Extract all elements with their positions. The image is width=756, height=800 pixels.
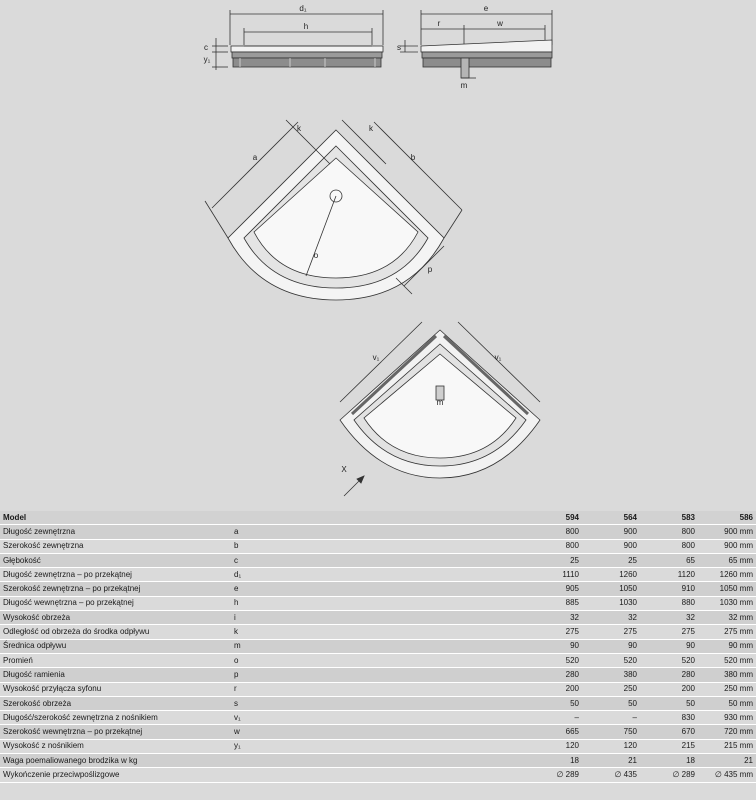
value-583: 1120 (640, 568, 698, 582)
value-586: 1050 mm (698, 582, 756, 596)
row-label: Szerokość wewnętrzna – po przekątnej (0, 725, 232, 739)
value-564: 250 (582, 682, 640, 696)
value-564: 750 (582, 725, 640, 739)
row-label: Promień (0, 653, 232, 667)
value-583: ∅ 289 (640, 768, 698, 782)
value-564: 380 (582, 668, 640, 682)
table-row (0, 725, 756, 739)
label-d1: d₁ (299, 4, 307, 13)
label-r: r (437, 19, 441, 28)
row-label: Wysokość obrzeża (0, 611, 232, 625)
value-586: 50 mm (698, 696, 756, 710)
value-594: 90 (310, 639, 582, 653)
label-o: o (313, 251, 319, 260)
value-586: 215 mm (698, 739, 756, 753)
label-e: e (483, 4, 489, 13)
value-594: 50 (310, 696, 582, 710)
value-583: 520 (640, 653, 698, 667)
value-594: 280 (310, 668, 582, 682)
value-594: – (310, 711, 582, 725)
label-m-bottom: m (436, 398, 444, 407)
value-564: 1050 (582, 582, 640, 596)
value-583: 90 (640, 639, 698, 653)
value-564: 1260 (582, 568, 640, 582)
value-586: 90 mm (698, 639, 756, 653)
row-symbol (232, 754, 310, 768)
value-586: 930 mm (698, 711, 756, 725)
row-label: Średnica odpływu (0, 639, 232, 653)
table-row (0, 711, 756, 725)
table-row (0, 568, 756, 582)
value-594: 885 (310, 596, 582, 610)
label-y1: y₁ (203, 55, 211, 64)
value-594: 520 (310, 653, 582, 667)
row-label: Długość ramienia (0, 668, 232, 682)
value-586: 900 mm (698, 539, 756, 553)
label-c: c (204, 43, 208, 52)
row-symbol: i (232, 611, 310, 625)
table-row (0, 539, 756, 553)
row-symbol: m (232, 639, 310, 653)
label-h: h (303, 22, 309, 31)
header-model-583: 583 (640, 511, 698, 525)
value-583: 830 (640, 711, 698, 725)
value-564: – (582, 711, 640, 725)
row-label: Szerokość zewnętrzna – po przekątnej (0, 582, 232, 596)
section-view-drawing (400, 10, 552, 78)
value-594: 905 (310, 582, 582, 596)
value-586: 520 mm (698, 653, 756, 667)
row-symbol: h (232, 596, 310, 610)
table-row (0, 553, 756, 567)
label-v1-left: v₁ (372, 353, 380, 362)
header-model-label: Model (0, 511, 232, 525)
row-label: Długość zewnętrzna – po przekątnej (0, 568, 232, 582)
value-594: 800 (310, 525, 582, 539)
value-583: 18 (640, 754, 698, 768)
side-view-drawing (212, 10, 383, 70)
table-row (0, 739, 756, 753)
row-symbol: k (232, 625, 310, 639)
row-symbol: c (232, 553, 310, 567)
value-583: 800 (640, 539, 698, 553)
row-symbol: v₁ (232, 711, 310, 725)
value-594: 120 (310, 739, 582, 753)
value-564: 90 (582, 639, 640, 653)
row-label: Szerokość obrzeża (0, 696, 232, 710)
label-b: b (410, 153, 416, 162)
value-564: 900 (582, 539, 640, 553)
value-564: 25 (582, 553, 640, 567)
value-594: 275 (310, 625, 582, 639)
value-564: ∅ 435 (582, 768, 640, 782)
label-w: w (497, 19, 503, 28)
header-model-564: 564 (582, 511, 640, 525)
label-a: a (252, 153, 258, 162)
value-564: 21 (582, 754, 640, 768)
row-symbol: o (232, 653, 310, 667)
row-label: Długość zewnętrzna (0, 525, 232, 539)
label-v1-right: v₁ (494, 353, 502, 362)
value-564: 1030 (582, 596, 640, 610)
row-label: Długość wewnętrzna – po przekątnej (0, 596, 232, 610)
row-symbol: d₁ (232, 568, 310, 582)
value-594: 18 (310, 754, 582, 768)
table-row (0, 625, 756, 639)
table-row (0, 582, 756, 596)
value-583: 880 (640, 596, 698, 610)
value-586: 1030 mm (698, 596, 756, 610)
table-row (0, 754, 756, 768)
value-583: 200 (640, 682, 698, 696)
label-m: m (460, 81, 468, 90)
value-594: 800 (310, 539, 582, 553)
row-symbol: s (232, 696, 310, 710)
label-k-left: k (297, 124, 301, 133)
label-k-right: k (369, 124, 373, 133)
label-p: p (427, 265, 433, 274)
label-s: s (397, 43, 401, 52)
table-row (0, 596, 756, 610)
table-row (0, 682, 756, 696)
value-594: ∅ 289 (310, 768, 582, 782)
header-model-586: 586 (698, 511, 756, 525)
table-row (0, 525, 756, 539)
row-label: Wysokość z nośnikiem (0, 739, 232, 753)
value-583: 275 (640, 625, 698, 639)
row-label: Szerokość zewnętrzna (0, 539, 232, 553)
value-583: 800 (640, 525, 698, 539)
table-row (0, 668, 756, 682)
row-label: Odległość od obrzeża do środka odpływu (0, 625, 232, 639)
value-586: 250 mm (698, 682, 756, 696)
row-symbol: e (232, 582, 310, 596)
value-564: 50 (582, 696, 640, 710)
value-583: 65 (640, 553, 698, 567)
value-586: 900 mm (698, 525, 756, 539)
value-594: 665 (310, 725, 582, 739)
row-symbol: b (232, 539, 310, 553)
value-586: 275 mm (698, 625, 756, 639)
value-583: 215 (640, 739, 698, 753)
value-583: 50 (640, 696, 698, 710)
value-583: 32 (640, 611, 698, 625)
value-586: 32 mm (698, 611, 756, 625)
support-frame-drawing (340, 322, 540, 496)
value-586: 380 mm (698, 668, 756, 682)
value-564: 120 (582, 739, 640, 753)
row-label: Wysokość przyłącza syfonu (0, 682, 232, 696)
table-row (0, 639, 756, 653)
row-symbol: r (232, 682, 310, 696)
value-564: 275 (582, 625, 640, 639)
row-symbol: a (232, 525, 310, 539)
row-symbol: p (232, 668, 310, 682)
row-symbol: w (232, 725, 310, 739)
value-564: 520 (582, 653, 640, 667)
value-583: 670 (640, 725, 698, 739)
plan-view-drawing (205, 120, 462, 300)
row-label: Głębokość (0, 553, 232, 567)
value-583: 280 (640, 668, 698, 682)
row-label: Długość/szerokość zewnętrzna z nośnikiem (0, 711, 232, 725)
value-594: 25 (310, 553, 582, 567)
value-586: 21 (698, 754, 756, 768)
table-row (0, 653, 756, 667)
value-564: 32 (582, 611, 640, 625)
row-label: Wykończenie przeciwpoślizgowe (0, 768, 232, 782)
table-row (0, 768, 756, 782)
value-586: 65 mm (698, 553, 756, 567)
table-header-row (0, 511, 756, 525)
row-symbol: y₁ (232, 739, 310, 753)
header-model-594: 594 (310, 511, 582, 525)
value-594: 32 (310, 611, 582, 625)
row-symbol (232, 768, 310, 782)
specification-table (0, 511, 756, 783)
label-x: X (341, 465, 347, 474)
value-564: 900 (582, 525, 640, 539)
value-594: 1110 (310, 568, 582, 582)
value-583: 910 (640, 582, 698, 596)
row-label: Waga poemaliowanego brodzika w kg (0, 754, 232, 768)
value-586: 1260 mm (698, 568, 756, 582)
table-row (0, 611, 756, 625)
value-586: ∅ 435 mm (698, 768, 756, 782)
value-594: 200 (310, 682, 582, 696)
table-row (0, 696, 756, 710)
value-586: 720 mm (698, 725, 756, 739)
